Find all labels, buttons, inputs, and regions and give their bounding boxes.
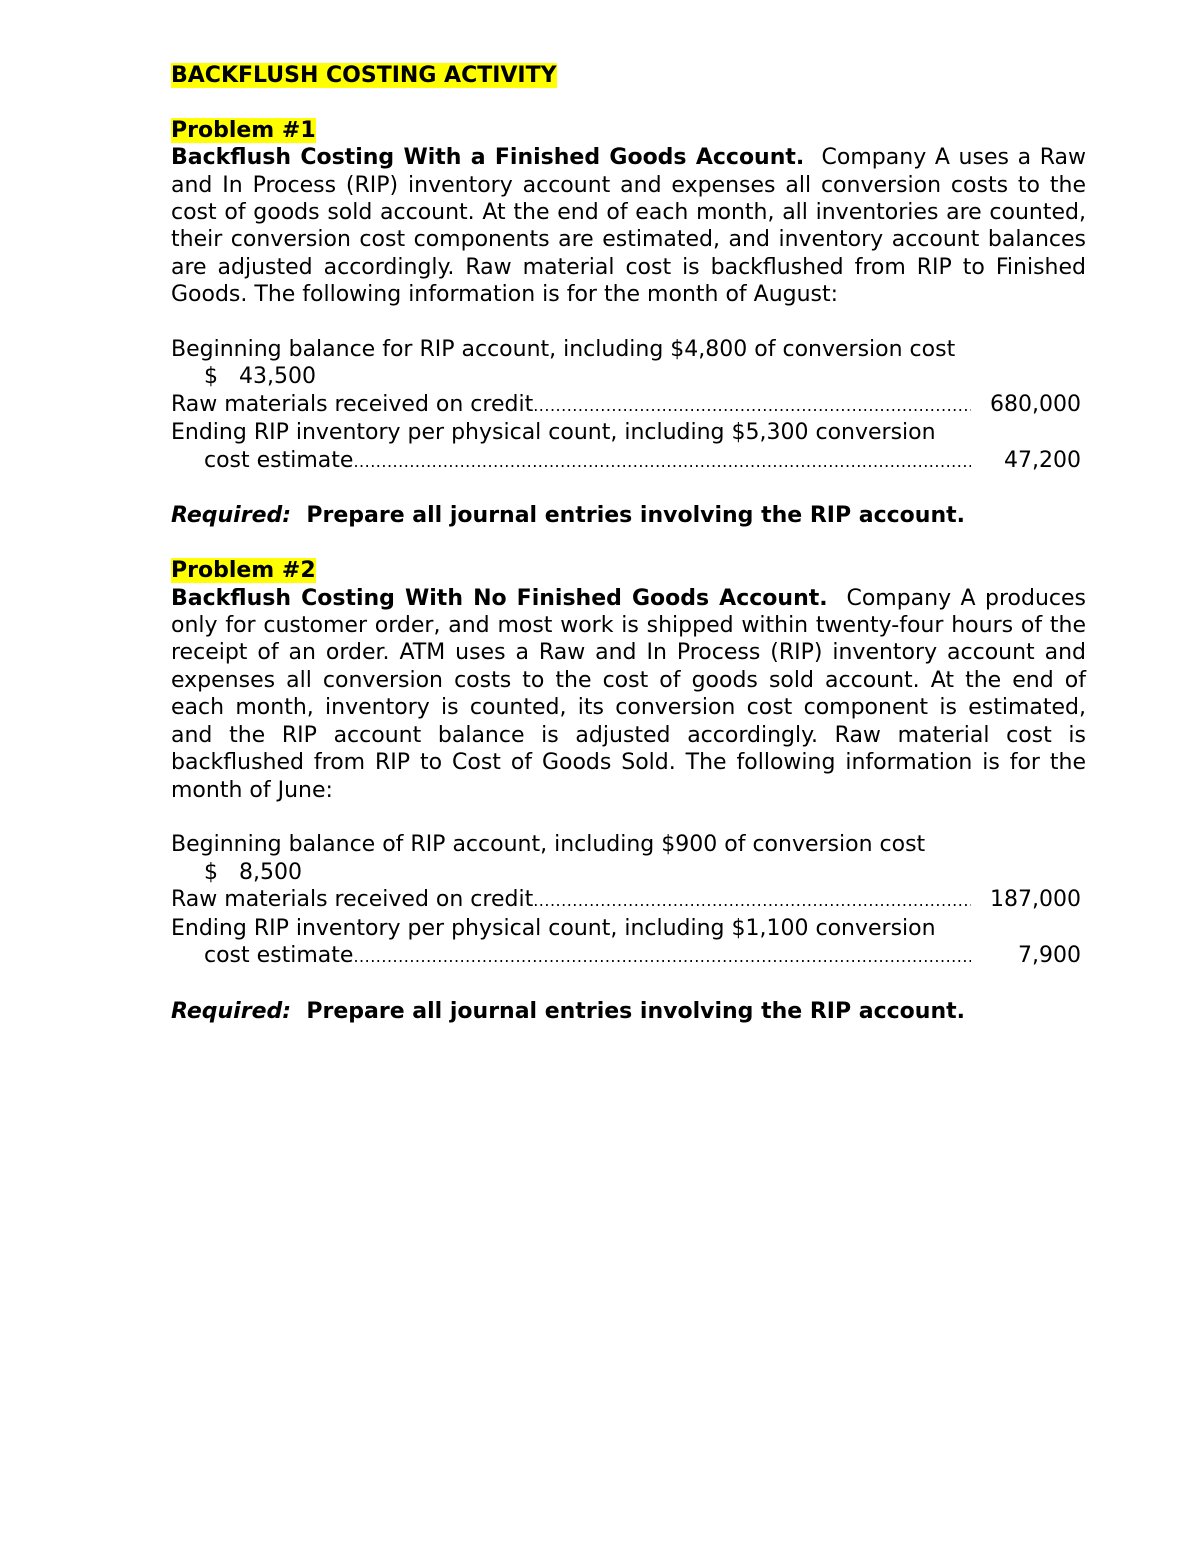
problem-1-required [171,502,1086,529]
problem-1-beginning-value [171,363,1086,390]
problem-2-ending-label-line1: Ending RIP inventory per physical count, including $1,100 conversion [171,915,936,941]
problem-1-beginning-label: Beginning balance for RIP account, including $4,800 of conversion cost [171,337,956,363]
problem-2-beginning-currency: $ [204,859,218,885]
spacer [171,89,1086,116]
problem-2-description [171,585,1086,804]
problem-2-ending-amount: 7,900 [1018,942,1081,968]
problem-2-required-label: Required: [171,998,292,1024]
problem-1-raw-row [171,391,1081,419]
problem-1-description [171,144,1086,308]
spacer [171,309,1086,336]
problem-2-raw-label: Raw materials received on credit [171,887,534,913]
problem-2-heading-text: Problem #2 [171,558,316,584]
spacer [171,530,1086,557]
problem-1-raw-label: Raw materials received on credit [171,391,534,417]
problem-1-ending-row [171,447,1081,475]
problem-2-lead-text: Company A produces only for customer order, and most work is shipped within twenty-four hours of the receipt of an order. ATM uses a Raw and In Process (RIP) inventory account and expenses all conversion costs to the cost of goods sold account. At the end of each month, inventory is counted, its conversion cost component is estimated, and the RIP account balance is adjusted accordingly. Raw material cost is backflushed from RIP to Cost of Goods Sold. The following information is for the month of June: [171,585,1086,803]
problem-1-required-label: Required: [171,503,292,529]
document-title-text: BACKFLUSH COSTING ACTIVITY [171,63,557,88]
document-title [171,62,1086,89]
problem-1-beginning-amount: 43,500 [238,364,316,390]
problem-1-raw-amount: 680,000 [990,391,1081,417]
problem-2-ending-label-line2: cost estimate [204,942,354,968]
problem-2-raw-row [171,886,1081,914]
problem-1-heading-text: Problem #1 [171,117,316,143]
problem-1-lead-text: Company A uses a Raw and In Process (RIP) inventory account and expenses all conversion costs to the cost of goods sold account. At the end of each month, all inventories are counted, their conversion cost components are estimated, and inventory account balances are adjusted accordingly. Raw material cost is backflushed from RIP to Finished Goods. The following information is for the month of August: [171,145,1086,308]
document-page [171,62,1086,1025]
problem-1-ending-amount: 47,200 [1004,447,1081,473]
problem-2 [171,557,1086,1025]
problem-1-heading [171,117,1086,144]
problem-1-ending-label-line2: cost estimate [204,447,354,473]
problem-1-lead-bold: Backflush Costing With a Finished Goods Account. [171,145,805,171]
problem-1-required-text: Prepare all journal entries involving the RIP account. [306,503,965,529]
dot-leader [533,392,971,419]
problem-2-ending-row [171,942,1081,970]
problem-2-lead-bold: Backflush Costing With No Finished Goods Account. [171,585,828,611]
problem-2-raw-amount: 187,000 [990,887,1081,913]
dot-leader [353,943,971,970]
dot-leader [353,448,971,475]
problem-1-ending-label-line1: Ending RIP inventory per physical count, including $5,300 conversion [171,420,936,446]
spacer [171,804,1086,831]
problem-2-required-text: Prepare all journal entries involving the RIP account. [306,998,965,1024]
problem-1-beginning-currency: $ [204,364,218,390]
problem-2-beginning-amount: 8,500 [238,859,302,885]
problem-1 [171,117,1086,530]
dot-leader [533,887,971,914]
problem-2-required [171,998,1086,1025]
problem-2-beginning-value [171,859,1086,886]
problem-2-beginning-label: Beginning balance of RIP account, including $900 of conversion cost [171,832,926,858]
spacer [171,970,1086,997]
spacer [171,475,1086,502]
problem-2-heading [171,557,1086,584]
